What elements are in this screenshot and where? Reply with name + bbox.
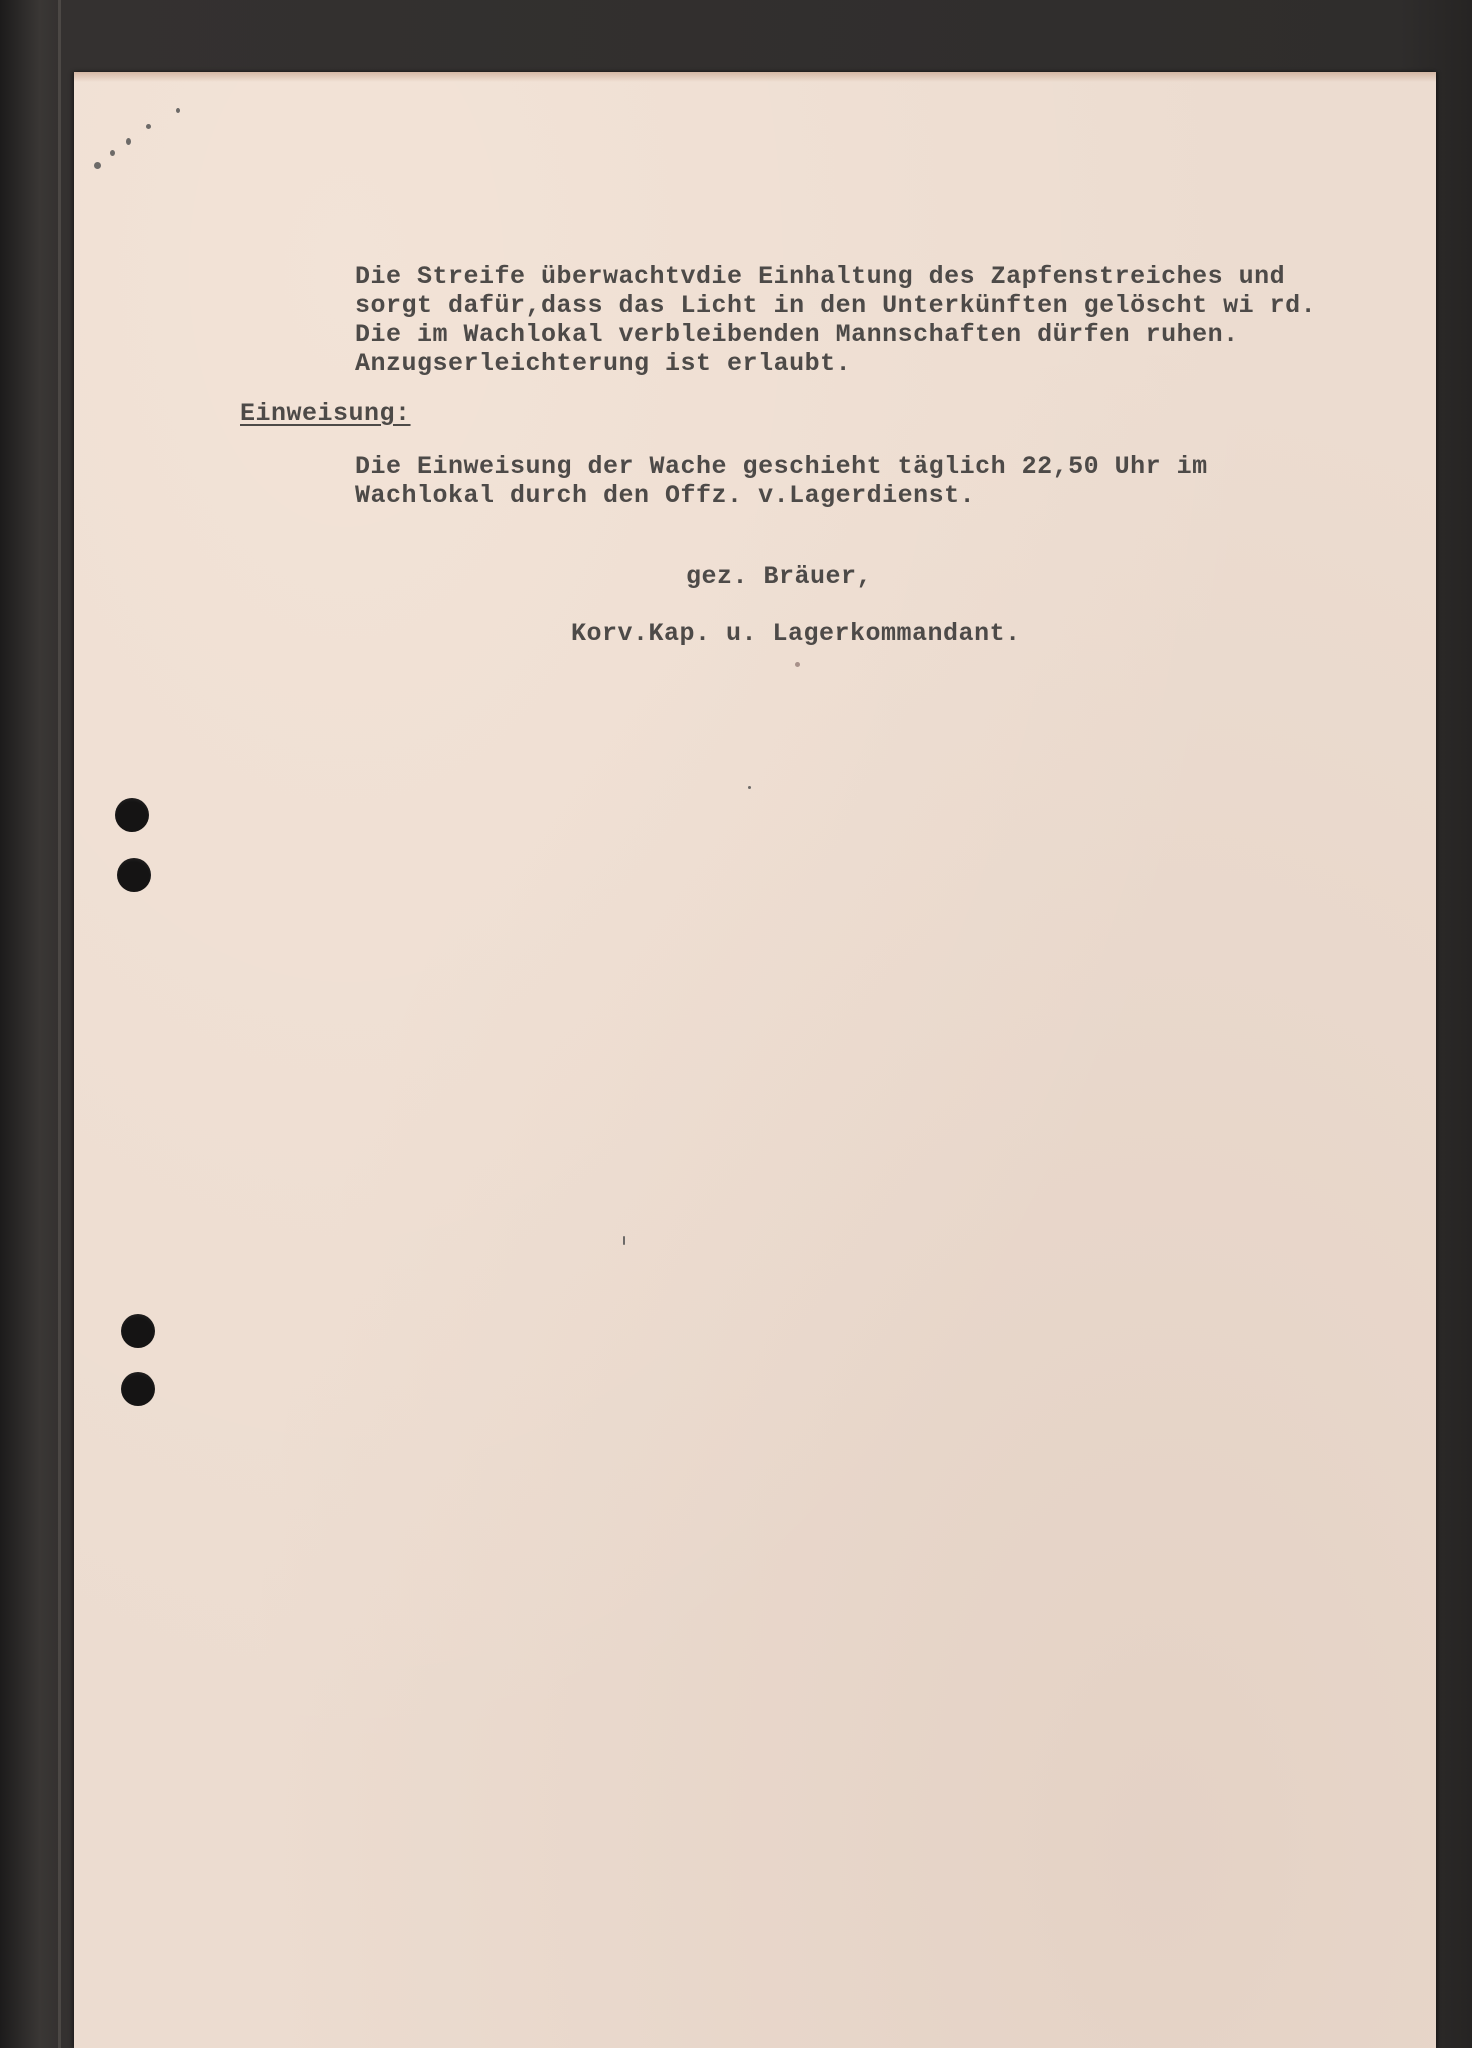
punch-hole [115, 798, 149, 832]
binder-spine-line [58, 0, 61, 2048]
paragraph-patrol-duties [355, 262, 1316, 378]
paragraph-line: sorgt dafür,dass das Licht in den Unterkünften gelöscht wi rd. [355, 291, 1317, 320]
signature-title: Korv.Kap. u. Lagerkommandant. [571, 619, 1021, 648]
ink-speck [795, 662, 800, 667]
paragraph-line: Die im Wachlokal verbleibenden Mannschaften dürfen ruhen. [355, 320, 1239, 349]
punch-hole [121, 1372, 155, 1406]
paragraph-line: Wachlokal durch den Offz. v.Lagerdienst. [355, 481, 976, 510]
pencil-mark [94, 162, 101, 169]
signature-name: gez. Bräuer, [686, 562, 873, 591]
pencil-mark [126, 138, 131, 145]
punch-hole [121, 1314, 155, 1348]
paragraph-line: Die Streife überwachtvdie Einhaltung des Zapfenstreiches und [355, 262, 1286, 291]
paragraph-line: Die Einweisung der Wache geschieht täglich 22,50 Uhr im [355, 452, 1208, 481]
pencil-mark [176, 108, 180, 113]
pencil-mark [146, 124, 151, 129]
paragraph-briefing [355, 452, 1208, 510]
section-heading: Einweisung: [240, 399, 411, 428]
pencil-mark [110, 150, 115, 156]
ink-speck [748, 786, 751, 789]
paragraph-line: Anzugserleichterung ist erlaubt. [355, 349, 852, 378]
punch-hole [117, 858, 151, 892]
ink-speck [623, 1236, 625, 1245]
paper-top-edge-stain [74, 72, 1436, 82]
